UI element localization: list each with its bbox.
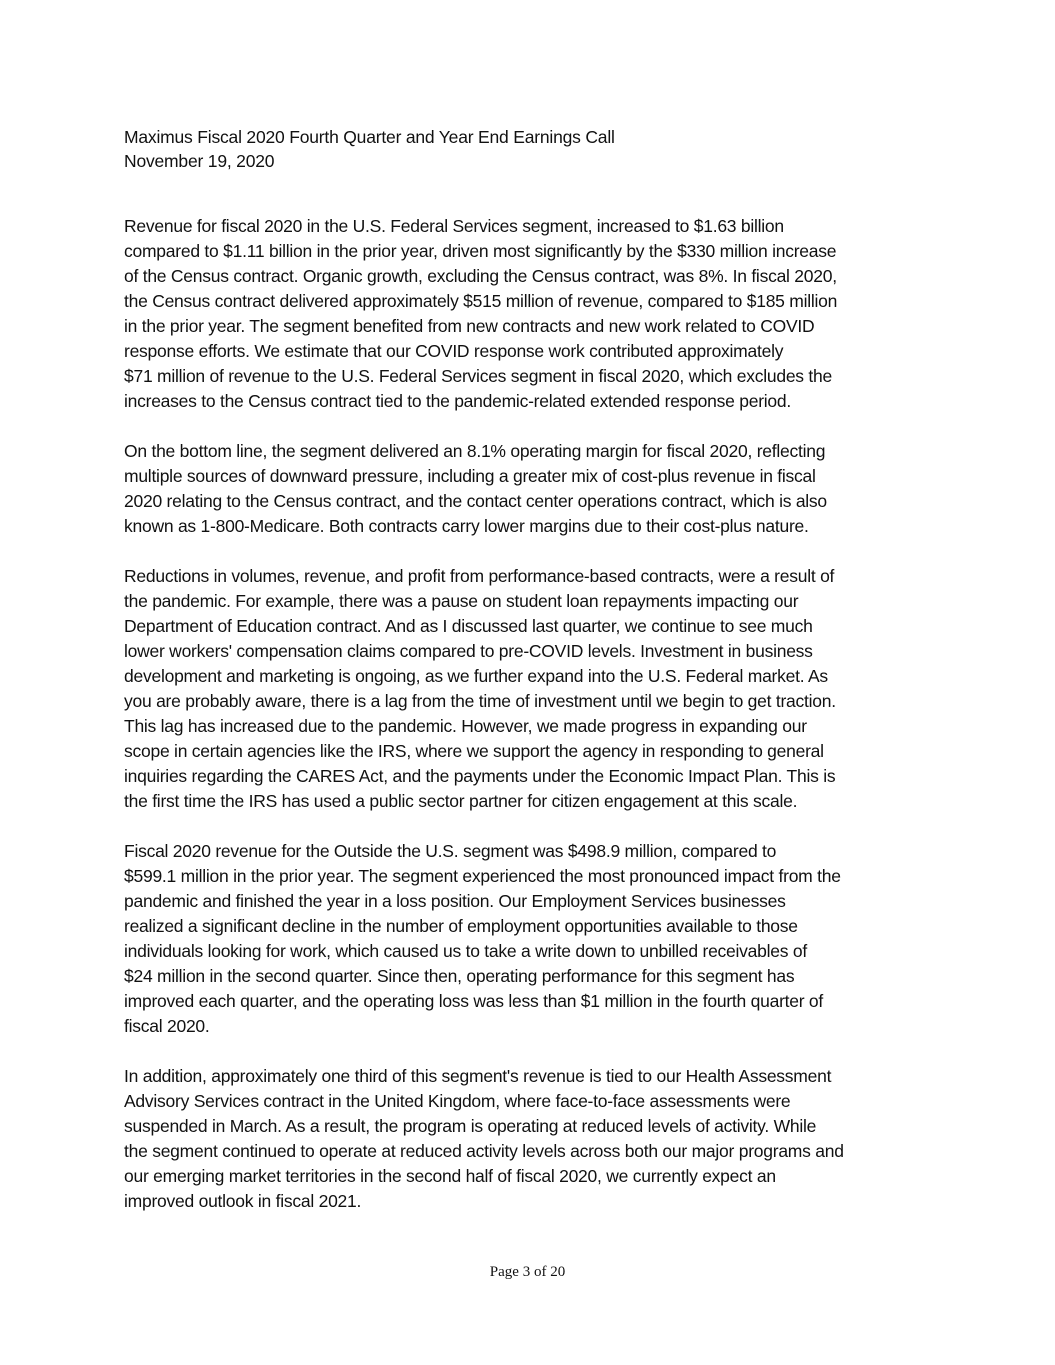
text-line: in the prior year. The segment benefited from new contracts and new work related to COVID [124,316,815,336]
document-title: Maximus Fiscal 2020 Fourth Quarter and Year End Earnings Call [124,127,615,147]
text-line: realized a significant decline in the number of employment opportunities available to those [124,916,798,936]
document-date: November 19, 2020 [124,151,275,171]
text-line: scope in certain agencies like the IRS, where we support the agency in responding to general [124,741,824,761]
text-line: development and marketing is ongoing, as we further expand into the U.S. Federal market. As [124,666,828,686]
text-line: response efforts. We estimate that our COVID response work contributed approximately [124,341,784,361]
text-line: you are probably aware, there is a lag from the time of investment until we begin to get traction. [124,691,836,711]
text-line: Department of Education contract. And as I discussed last quarter, we continue to see much [124,616,813,636]
text-line: known as 1-800-Medicare. Both contracts carry lower margins due to their cost-plus nature. [124,516,809,536]
text-line: the Census contract delivered approximately $515 million of revenue, compared to $185 million [124,291,838,311]
text-line: inquiries regarding the CARES Act, and the payments under the Economic Impact Plan. This is [124,766,836,786]
text-line: our emerging market territories in the second half of fiscal 2020, we currently expect an [124,1166,776,1186]
text-line: $71 million of revenue to the U.S. Federal Services segment in fiscal 2020, which excludes the [124,366,832,386]
text-line: Revenue for fiscal 2020 in the U.S. Federal Services segment, increased to $1.63 billion [124,216,784,236]
text-line: individuals looking for work, which caused us to take a write down to unbilled receivables of [124,941,807,961]
text-line: improved outlook in fiscal 2021. [124,1191,362,1211]
text-line: On the bottom line, the segment delivered an 8.1% operating margin for fiscal 2020, reflecting [124,441,826,461]
page-number: Page 3 of 20 [489,1264,566,1280]
text-line: compared to $1.11 billion in the prior year, driven most significantly by the $330 million increase [124,241,837,261]
document-header [124,125,944,173]
text-line: suspended in March. As a result, the program is operating at reduced levels of activity. While [124,1116,817,1136]
paragraph-operating-margin [124,439,944,539]
text-line: $24 million in the second quarter. Since then, operating performance for this segment has [124,966,795,986]
text-line: fiscal 2020. [124,1016,210,1036]
paragraph-outside-us-revenue [124,839,944,1039]
text-line: In addition, approximately one third of this segment's revenue is tied to our Health Assessment [124,1066,832,1086]
text-line: the first time the IRS has used a public sector partner for citizen engagement at this scale. [124,791,798,811]
paragraph-federal-revenue [124,214,944,414]
text-line: This lag has increased due to the pandemic. However, we made progress in expanding our [124,716,807,736]
text-line: of the Census contract. Organic growth, excluding the Census contract, was 8%. In fiscal 2020, [124,266,837,286]
text-line: pandemic and finished the year in a loss position. Our Employment Services businesses [124,891,786,911]
paragraph-health-assessment [124,1064,944,1214]
document-body [124,214,944,1239]
text-line: Advisory Services contract in the United Kingdom, where face-to-face assessments were [124,1091,791,1111]
text-line: Fiscal 2020 revenue for the Outside the U.S. segment was $498.9 million, compared to [124,841,777,861]
text-line: lower workers' compensation claims compared to pre-COVID levels. Investment in business [124,641,813,661]
text-line: the pandemic. For example, there was a pause on student loan repayments impacting our [124,591,799,611]
text-line: the segment continued to operate at reduced activity levels across both our major programs and [124,1141,844,1161]
text-line: multiple sources of downward pressure, including a greater mix of cost-plus revenue in fiscal [124,466,816,486]
text-line: improved each quarter, and the operating loss was less than $1 million in the fourth quarter of [124,991,824,1011]
paragraph-pandemic-impact [124,564,944,814]
text-line: Reductions in volumes, revenue, and profit from performance-based contracts, were a result of [124,566,835,586]
text-line: increases to the Census contract tied to the pandemic-related extended response period. [124,391,791,411]
text-line: $599.1 million in the prior year. The segment experienced the most pronounced impact from the [124,866,841,886]
text-line: 2020 relating to the Census contract, and the contact center operations contract, which is also [124,491,827,511]
